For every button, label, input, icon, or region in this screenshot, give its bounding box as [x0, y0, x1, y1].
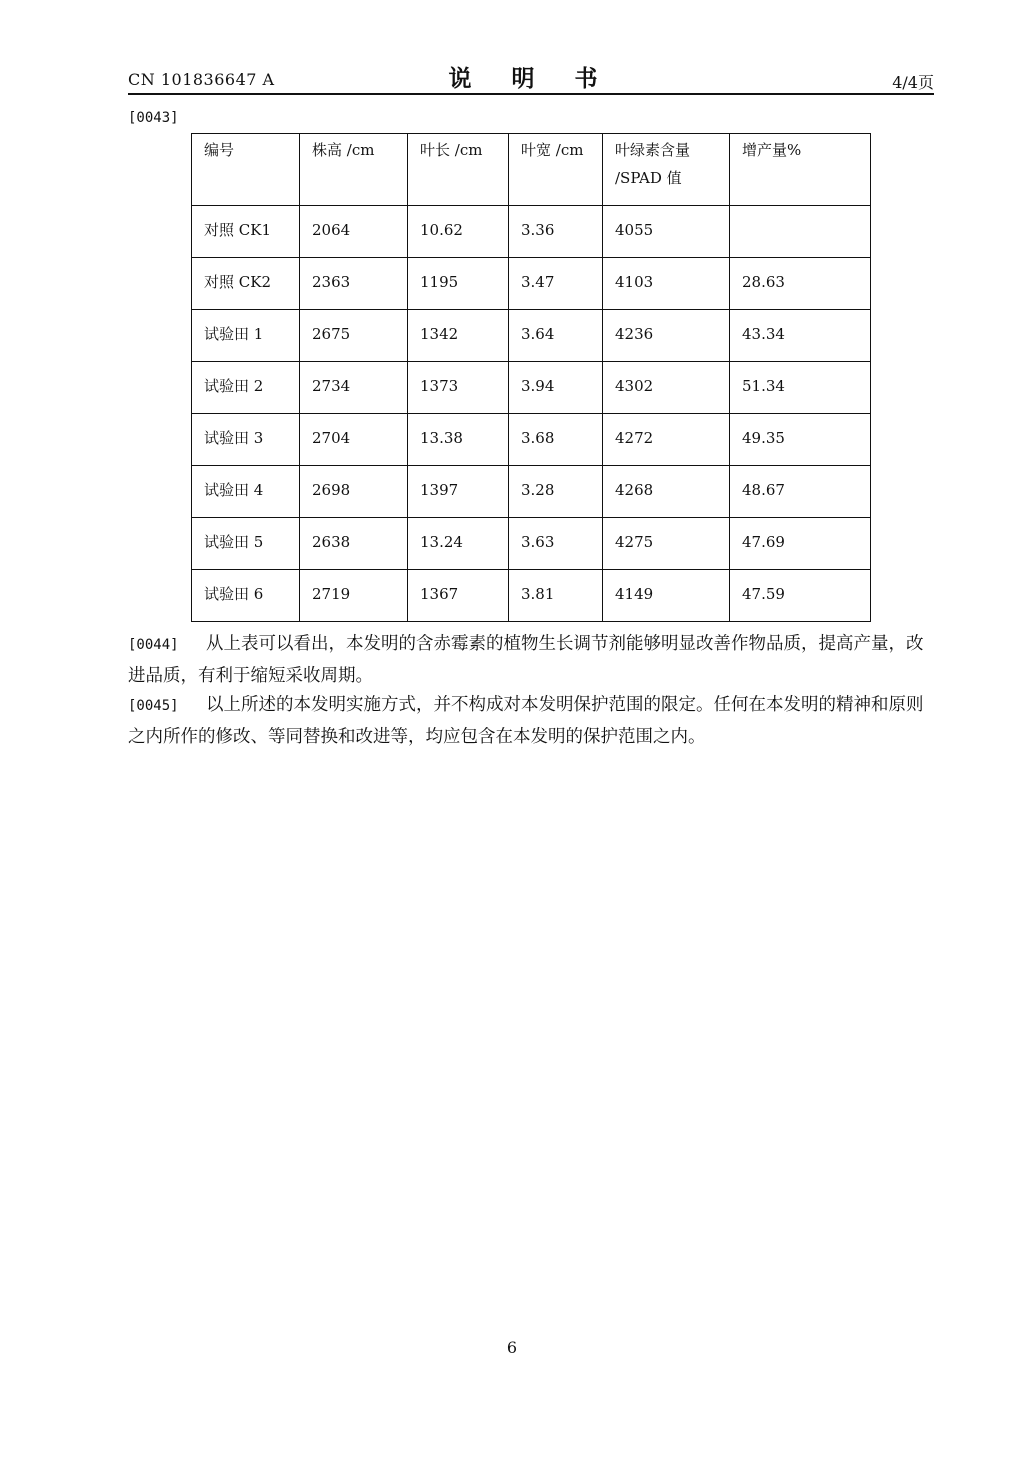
paragraph-tag-0043: [0043]: [128, 110, 179, 126]
table-cell: 13.38: [408, 414, 509, 466]
table-cell: 43.34: [730, 310, 871, 362]
table-row: [192, 414, 871, 466]
paragraph-0045: [128, 690, 934, 753]
table-cell: 试验田 3: [192, 414, 300, 466]
table-cell: 4103: [603, 258, 730, 310]
table-cell: 3.94: [509, 362, 603, 414]
page-header: [128, 62, 934, 92]
table-cell: 2638: [300, 518, 408, 570]
paragraph-text-0044: 从上表可以看出，本发明的含赤霉素的植物生长调节剂能够明显改善作物品质，提高产量，改进品质，有利于缩短采收周期。: [128, 634, 924, 686]
table-cell: 试验田 4: [192, 466, 300, 518]
table-cell: 2698: [300, 466, 408, 518]
table-cell: 2734: [300, 362, 408, 414]
table-cell: 2675: [300, 310, 408, 362]
page-of-indicator: 4/4页: [892, 73, 934, 92]
table-cell: 28.63: [730, 258, 871, 310]
table-cell: 4268: [603, 466, 730, 518]
table-cell: 对照 CK1: [192, 206, 300, 258]
table-cell: 49.35: [730, 414, 871, 466]
results-table: [191, 133, 871, 622]
table-header-cell: 株高 /cm: [300, 134, 408, 206]
document-title: 说 明 书: [448, 66, 614, 92]
table-header-row: [192, 134, 871, 206]
table-row: [192, 206, 871, 258]
table-header-cell: 增产量%: [730, 134, 871, 206]
table-cell: 试验田 1: [192, 310, 300, 362]
table-cell: 2719: [300, 570, 408, 622]
table-cell: 13.24: [408, 518, 509, 570]
table-cell: 4275: [603, 518, 730, 570]
table-cell: 3.47: [509, 258, 603, 310]
paragraph-text-0045: 以上所述的本发明实施方式，并不构成对本发明保护范围的限定。任何在本发明的精神和原则之内所作的修改、等同替换和改进等，均应包含在本发明的保护范围之内。: [128, 695, 924, 747]
paragraph-tag-0045: [0045]: [128, 698, 179, 714]
table-cell: 试验田 5: [192, 518, 300, 570]
publication-number: CN 101836647 A: [128, 70, 275, 89]
table-cell: 4149: [603, 570, 730, 622]
table-header-cell: 叶绿素含量 /SPAD 值: [603, 134, 730, 206]
table-cell: 试验田 6: [192, 570, 300, 622]
table-cell: 4272: [603, 414, 730, 466]
header-rule: [128, 93, 934, 95]
table-cell: 3.81: [509, 570, 603, 622]
table-cell: 2363: [300, 258, 408, 310]
table-row: [192, 310, 871, 362]
table-header-cell: 编号: [192, 134, 300, 206]
table-row: [192, 570, 871, 622]
paragraph-0044: [128, 629, 934, 692]
table-cell: 4055: [603, 206, 730, 258]
table-row: [192, 466, 871, 518]
table-cell: 1373: [408, 362, 509, 414]
table-cell: 1367: [408, 570, 509, 622]
table-cell: [730, 206, 871, 258]
table-cell: 3.64: [509, 310, 603, 362]
table-cell: 48.67: [730, 466, 871, 518]
table-header-cell: 叶宽 /cm: [509, 134, 603, 206]
table-cell: 51.34: [730, 362, 871, 414]
table-cell: 2704: [300, 414, 408, 466]
table-row: [192, 258, 871, 310]
table-cell: 对照 CK2: [192, 258, 300, 310]
table-cell: 2064: [300, 206, 408, 258]
table-cell: 4302: [603, 362, 730, 414]
table-cell: 3.68: [509, 414, 603, 466]
table-row: [192, 518, 871, 570]
table-header-cell: 叶长 /cm: [408, 134, 509, 206]
paragraph-tag-0044: [0044]: [128, 637, 179, 653]
table-row: [192, 362, 871, 414]
table-cell: 47.59: [730, 570, 871, 622]
table-cell: 47.69: [730, 518, 871, 570]
table-cell: 1397: [408, 466, 509, 518]
page-number: 6: [506, 1338, 518, 1357]
table-cell: 3.28: [509, 466, 603, 518]
table-cell: 1342: [408, 310, 509, 362]
table-cell: 3.36: [509, 206, 603, 258]
table-cell: 3.63: [509, 518, 603, 570]
table-cell: 10.62: [408, 206, 509, 258]
table-cell: 1195: [408, 258, 509, 310]
table-cell: 4236: [603, 310, 730, 362]
table-cell: 试验田 2: [192, 362, 300, 414]
